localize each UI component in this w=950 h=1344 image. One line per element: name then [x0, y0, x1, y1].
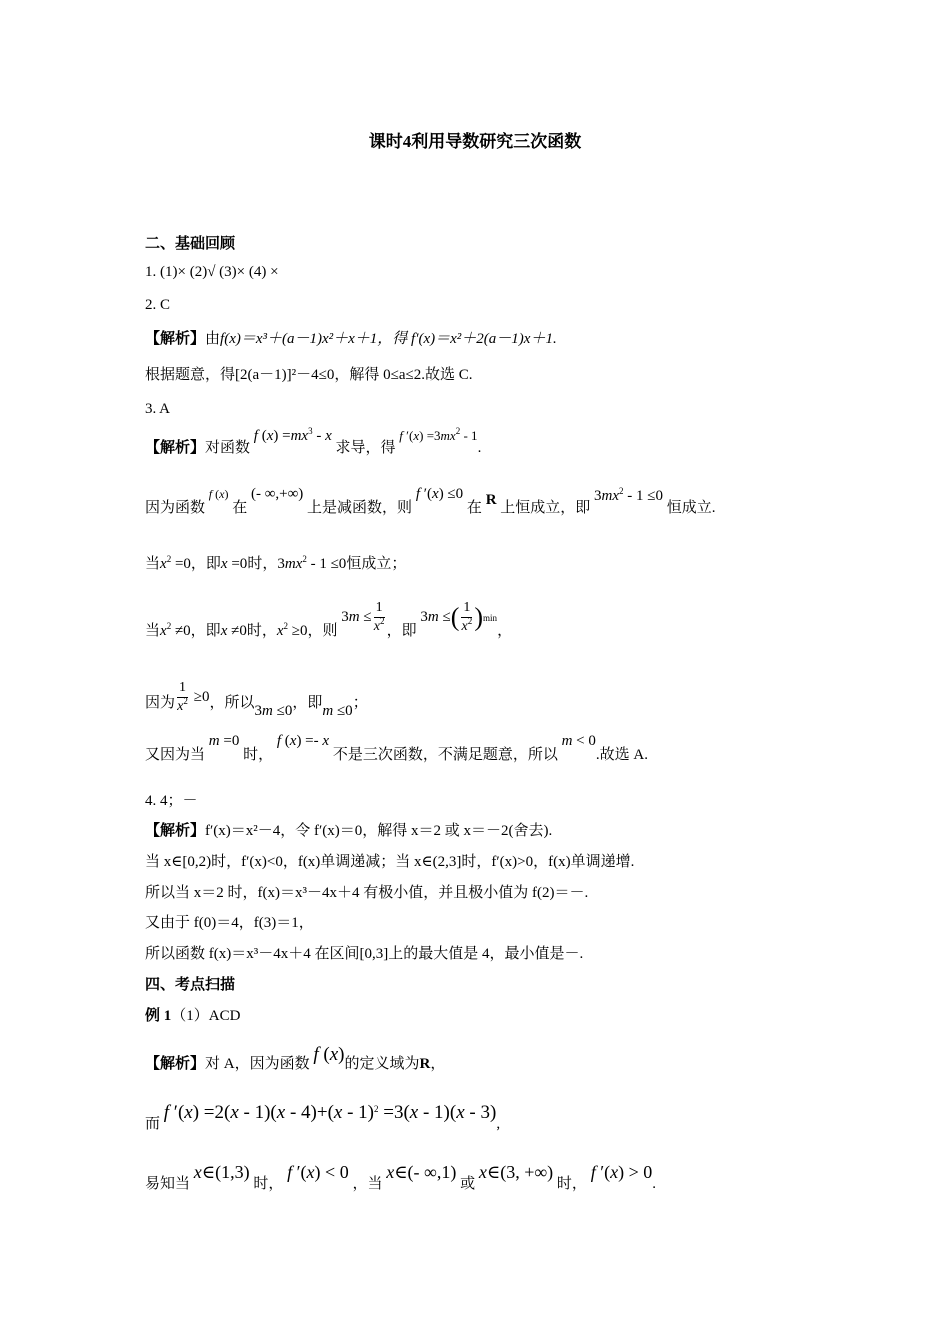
section-heading-basics: 二、基础回顾: [145, 236, 236, 252]
q3-analysis-line3: 当$x^2 =0$，即x =0时，$3mx^2 - 1 \le 0$恒成立；: [145, 554, 407, 572]
q4-analysis-line4: 又由于 f(0)＝4，f(3)＝1，: [145, 915, 314, 931]
example1-analysis-line2: 而 f ′(x) =2(x - 1)(x - 4)+(x - 1)$^2$ =3(x - 1)(x - 3),: [145, 1102, 501, 1132]
q2-analysis-line1: 【解析】由f(x)＝x³＋(a－1)x²＋x＋1，得 f′(x)＝x²＋2(a－1)x＋1.: [145, 331, 557, 347]
q3-analysis-line5: 因为 $\frac{1}{x^2}$ ≥0，所以3m ≤0，即m ≤0；: [145, 680, 368, 719]
example1-analysis-line1: 【解析】对 A，因为函数 f (x)的定义域为R，: [145, 1044, 446, 1072]
q4-analysis-line1: 【解析】f′(x)＝x²－4，令 f′(x)＝0，解得 x＝2 或 x＝－2(舍去).: [145, 823, 553, 839]
q4-analysis-line2: 当 x∈[0,2)时，f′(x)<0，f(x)单调递减；当 x∈(2,3]时，f′(x)>0，f(x)单调递增.: [145, 854, 635, 870]
q4-analysis-line3: 所以当 x＝2 时，f(x)＝x³－4x＋4 有极小值，并且极小值为 f(2)＝－.: [145, 885, 589, 901]
analysis-tag: 【解析】: [145, 331, 206, 347]
section-heading-scan: 四、考点扫描: [145, 977, 236, 993]
q4-answer: 4. 4；－: [145, 793, 198, 809]
example1-answer: 例 1（1）ACD: [145, 1008, 241, 1024]
q3-analysis-line4: 当$x^2 \ne 0$，即x ≠0时，$x^2 \ge 0$，则 3m ≤ $\frac{1}{x^2}$ ，即 3m ≤( $\frac{1}{x^2}$ )min，: [145, 600, 513, 639]
q3-analysis-line1: 【解析】对函数 f $(x) =mx^3 - x$ 求导，得 f $'(x) =3mx^2 - 1$.: [145, 426, 482, 456]
q3-analysis-line2: 因为函数 $^{f (x)}$ 在 (- ∞,+∞) 上是减函数，则 f ′(x) ≤0 在 R 上恒成立，即 $3mx^2 - 1 \le 0$ 恒成立.: [145, 486, 716, 516]
q3-answer: 3. A: [145, 401, 171, 417]
q2-analysis-line2: 根据题意，得[2(a－1)]²－4≤0，解得 0≤a≤2.故选 C.: [145, 367, 473, 383]
page-title: 课时4利用导数研究三次函数: [368, 132, 582, 151]
q3-analysis-line6: 又因为当 m =0 时， f (x) =- x 不是三次函数，不满足题意，所以 m < 0.故选 A.: [145, 733, 648, 763]
example1-analysis-line3: 易知当 x∈(1,3) 时， f ′(x) < 0 ，当 x∈(- ∞,1) 或 x∈(3, +∞) 时， f ′(x) > 0.: [145, 1162, 657, 1192]
q2-answer: 2. C: [145, 297, 171, 313]
q2-formula: f(x)＝x³＋(a－1)x²＋x＋1，得 f′(x)＝x²＋2(a－1)x＋1.: [220, 331, 557, 347]
q4-analysis-line5: 所以函数 f(x)＝x³－4x＋4 在区间[0,3]上的最大值是 4，最小值是－.: [145, 946, 584, 962]
q1-answers: 1. (1)× (2)√ (3)× (4) ×: [145, 264, 279, 280]
